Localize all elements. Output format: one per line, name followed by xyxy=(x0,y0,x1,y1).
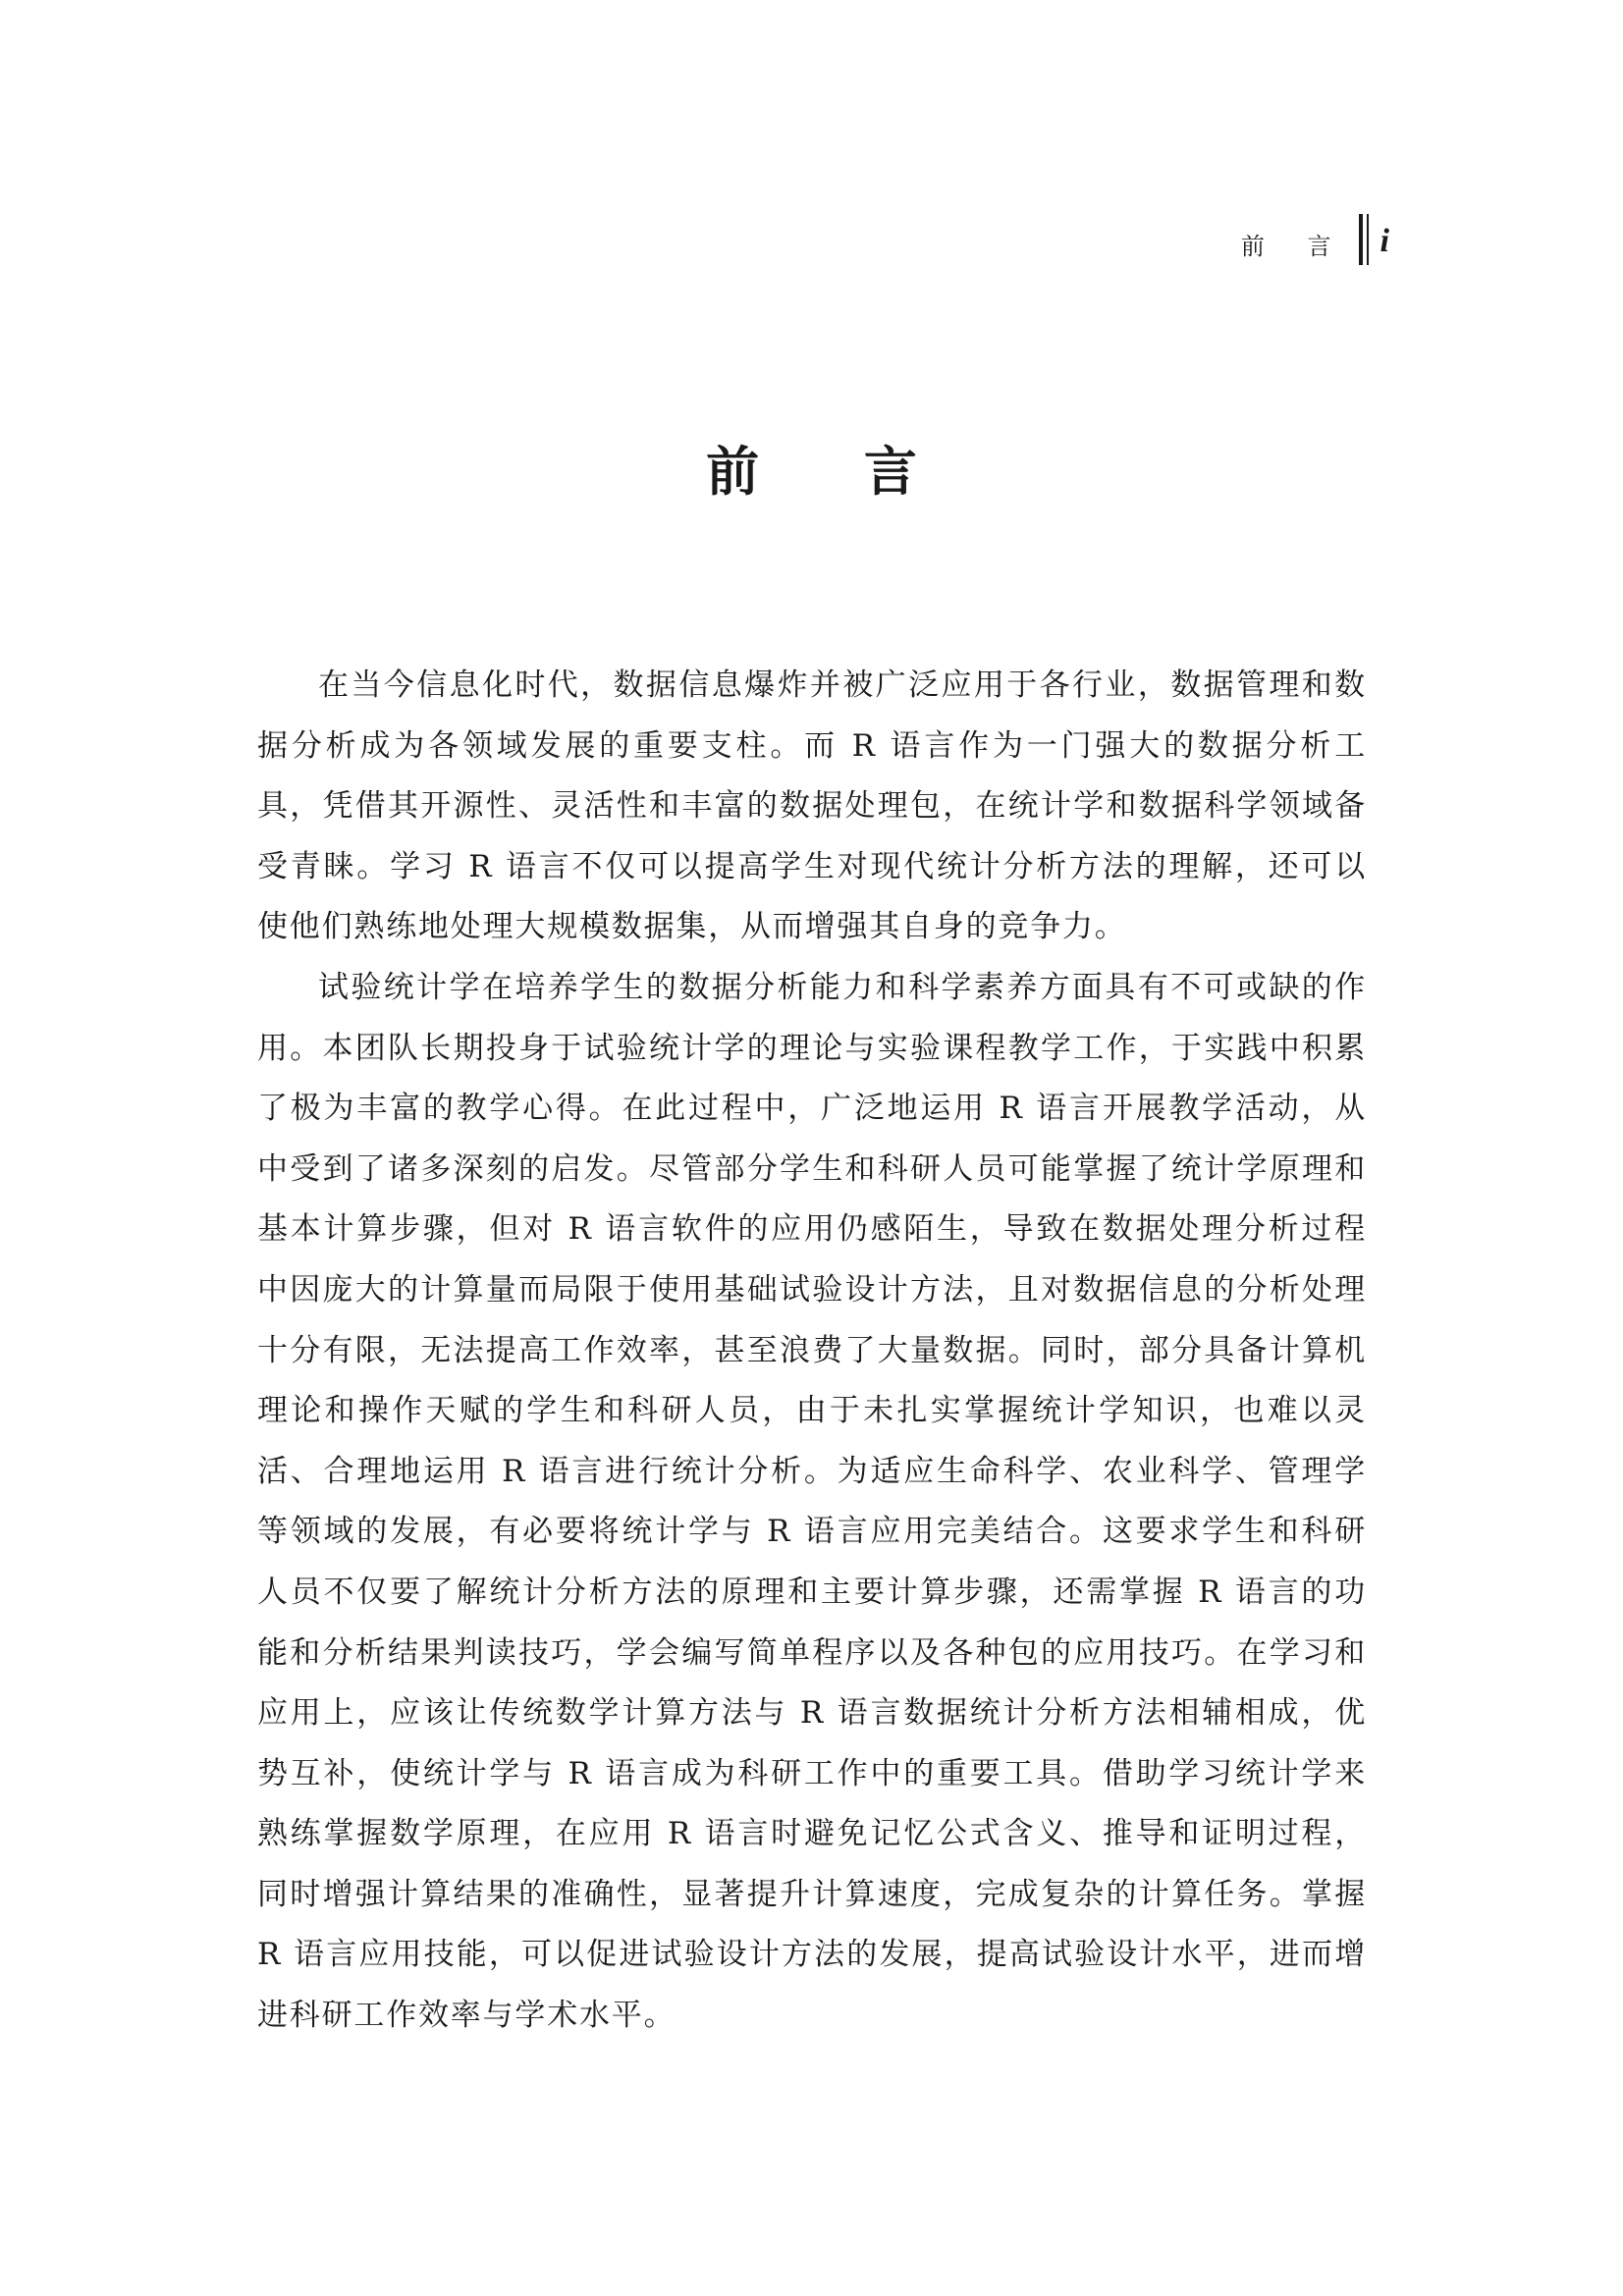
running-head-divider xyxy=(1359,214,1363,265)
running-head-title: 前 言 xyxy=(1240,232,1349,260)
body-text xyxy=(257,656,1367,2047)
paragraph-2: 试验统计学在培养学生的数据分析能力和科学素养方面具有不可或缺的作用。本团队长期投身于试验统计学的理论与实验课程教学工作，于实践中积累了极为丰富的教学心得。在此过程中，广泛地运用 R 语言开展教学活动，从中受到了诸多深刻的启发。尽管部分学生和科研人员可能掌握了统计学原理和基本计算步骤，但对 R 语言软件的应用仍感陌生，导致在数据处理分析过程中因庞大的计算量而局限于使用基础试验设计方法，且对数据信息的分析处理十分有限，无法提高工作效率，甚至浪费了大量数据。同时，部分具备计算机理论和操作天赋的学生和科研人员，由于未扎实掌握统计学知识，也难以灵活、合理地运用 R 语言进行统计分析。为适应生命科学、农业科学、管理学等领域的发展，有必要将统计学与 R 语言应用完美结合。这要求学生和科研人员不仅要了解统计分析方法的原理和主要计算步骤，还需掌握 R 语言的功能和分析结果判读技巧，学会编写简单程序以及各种包的应用技巧。在学习和应用上，应该让传统数学计算方法与 R 语言数据统计分析方法相辅相成，优势互补，使统计学与 R 语言成为科研工作中的重要工具。借助学习统计学来熟练掌握数学原理，在应用 R 语言时避免记忆公式含义、推导和证明过程，同时增强计算结果的准确性，显著提升计算速度，完成复杂的计算任务。掌握 R 语言应用技能，可以促进试验设计方法的发展，提高试验设计水平，进而增进科研工作效率与学术水平。 xyxy=(257,969,1367,2034)
paragraph-1: 在当今信息化时代，数据信息爆炸并被广泛应用于各行业，数据管理和数据分析成为各领域发展的重要支柱。而 R 语言作为一门强大的数据分析工具，凭借其开源性、灵活性和丰富的数据处理包，在统计学和数据科学领域备受青睐。学习 R 语言不仅可以提高学生对现代统计分析方法的理解，还可以使他们熟练地处理大规模数据集，从而增强其自身的竞争力。 xyxy=(257,667,1367,945)
running-head-divider-thin xyxy=(1367,214,1369,265)
page-title: 前 言 xyxy=(706,440,960,503)
page-number: i xyxy=(1380,223,1389,259)
running-head xyxy=(1241,214,1389,265)
